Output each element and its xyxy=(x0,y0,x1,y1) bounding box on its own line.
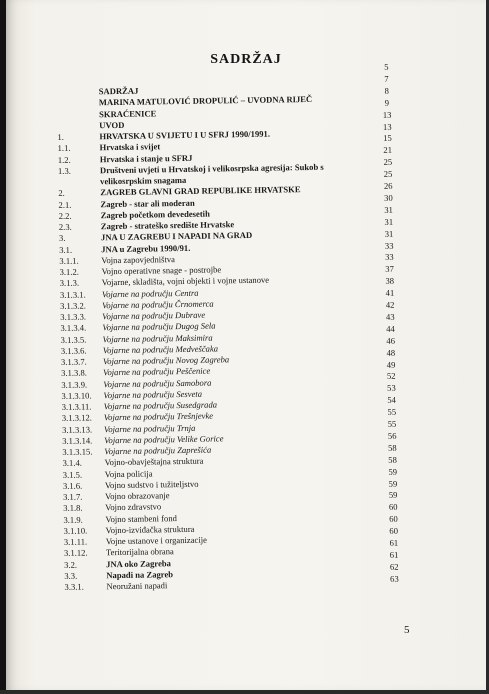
toc-entry-title: Vojno stambeni fond xyxy=(105,512,177,524)
toc-page-number: 31 xyxy=(384,204,393,215)
toc-page-number: 43 xyxy=(385,311,395,322)
toc-page-number: 44 xyxy=(386,323,395,334)
toc-page-number: 13 xyxy=(382,109,392,120)
toc-page-number: 60 xyxy=(389,525,399,536)
toc-page-number: 25 xyxy=(383,168,393,179)
toc-entry-number: 3.1.3.6. xyxy=(60,345,87,356)
toc-entry-number: 3.1.10. xyxy=(63,525,88,536)
toc-entry-number: 3.1.3.1. xyxy=(59,289,86,300)
toc-page-number: 55 xyxy=(387,418,397,429)
toc-entry-number: 3.1.3.15. xyxy=(62,446,93,457)
toc-entry-title: Vojarne, skladišta, vojni objekti i vojne ustanove xyxy=(101,274,270,288)
toc-entry-title: ZAGREB GLAVNI GRAD REPUBLIKE HRVATSKE xyxy=(100,184,301,198)
toc-entry-number: 3.1.11. xyxy=(63,536,88,547)
toc-page-number: 41 xyxy=(385,287,395,298)
toc-entry-number: 3.1.3.13. xyxy=(61,423,93,435)
toc-entry-number: 3. xyxy=(58,233,66,244)
toc-page-number: 61 xyxy=(389,549,399,560)
toc-page-number: 33 xyxy=(384,252,394,263)
toc-entry-title: Vojna zapovjedništva xyxy=(101,253,176,266)
toc-entry-number: 3.1.3.2. xyxy=(59,300,86,311)
toc-entry-number: 3.1.7. xyxy=(62,491,83,502)
toc-entry-title: SKRAĆENICE xyxy=(98,107,157,119)
toc-page-number: 58 xyxy=(387,442,397,453)
toc-entry-number: 3.1.3.10. xyxy=(61,390,92,401)
page-folio-number: 5 xyxy=(404,624,410,636)
toc-entry-title: MARINA MATULOVIĆ DROPULIĆ – UVODNA RIJEČ xyxy=(98,94,313,108)
toc-page-number: 38 xyxy=(385,275,395,286)
toc-entry-title: Vojarne na području Zaprešića xyxy=(104,444,212,457)
toc-page-number: 46 xyxy=(386,335,396,346)
toc-entry-number: 3.1.4. xyxy=(62,457,82,469)
toc-page-number: 52 xyxy=(386,371,396,382)
toc-page-number: 33 xyxy=(384,240,394,251)
toc-page-number: 53 xyxy=(387,382,396,394)
toc-page-number: 59 xyxy=(388,466,398,477)
toc-entry-title: Vojarne na području Peščenice xyxy=(103,365,211,378)
toc-entry-number: 2.1. xyxy=(58,199,72,210)
toc-entry-title: Vojarne na području Susedgrada xyxy=(103,399,218,412)
toc-entry-number: 3.1.2. xyxy=(59,266,79,277)
toc-entry-number: 3.1.12. xyxy=(63,547,88,559)
toc-entry-number: 3.1.6. xyxy=(62,480,83,491)
toc-page-number: 42 xyxy=(385,299,395,310)
toc-page-number: 49 xyxy=(386,359,396,370)
toc-entry-number: 2. xyxy=(58,188,65,199)
toc-entry-number: 3.3. xyxy=(64,570,78,581)
toc-entry-number: 3.1.3. xyxy=(59,277,80,289)
toc-entry-number: 3.1.3.8. xyxy=(61,367,87,379)
toc-entry-number: 3.1. xyxy=(59,244,73,255)
toc-entry-title: Vojarne na području Centra xyxy=(101,287,199,299)
toc-entry-number: 1.2. xyxy=(57,154,71,165)
book-page xyxy=(6,0,486,690)
toc-entry-number: 3.1.3.11. xyxy=(61,401,92,412)
toc-entry-title: Vojarne na području Sesveta xyxy=(103,388,203,400)
toc-page-number: 61 xyxy=(389,537,399,548)
toc-page-number: 5 xyxy=(384,61,389,72)
toc-entry-title: Vojarne na području Velike Gorice xyxy=(104,433,224,445)
toc-page-number: 59 xyxy=(388,478,398,489)
toc-page-number: 31 xyxy=(384,228,394,239)
toc-page-number: 8 xyxy=(384,85,389,96)
toc-page-number: 26 xyxy=(383,180,393,191)
toc-page-number: 37 xyxy=(385,263,394,275)
toc-entry-number: 2.2. xyxy=(58,210,72,221)
toc-entry-number: 3.1.3.12. xyxy=(61,412,92,424)
toc-entry-number: 3.1.3.14. xyxy=(62,435,93,446)
toc-entry-number: 3.1.3.3. xyxy=(60,311,87,322)
toc-entry-title: Vojarne na području Dubrave xyxy=(102,309,206,322)
toc-page-number: 13 xyxy=(382,121,392,132)
toc-entry-title: Vojno-obavještajna struktura xyxy=(104,455,204,468)
toc-entry-number: 3.1.9. xyxy=(63,514,83,525)
toc-page-number: 30 xyxy=(384,192,393,203)
page-number-column xyxy=(1,0,489,694)
toc-entry-number: 3.3.1. xyxy=(64,581,84,592)
toc-page-number: 9 xyxy=(384,97,390,108)
toc-entry-title: JNA u Zagrebu 1990/91. xyxy=(101,242,191,254)
toc-entry-title: Zagreb - star ali moderan xyxy=(100,197,195,209)
toc-entry-number: 2.3. xyxy=(58,221,72,232)
toc-entry-number: 3.1.8. xyxy=(63,502,83,514)
toc-page-number: 63 xyxy=(390,573,399,584)
toc-entry-title: Vojarne na području Črnomerca xyxy=(101,298,214,311)
toc-entry-number: 3.1.1. xyxy=(59,255,79,266)
page-title: SADRŽAJ xyxy=(210,52,282,67)
toc-entry-title: JNA U ZAGREBU I NAPADI NA GRAD xyxy=(100,230,253,243)
toc-page-number: 62 xyxy=(389,561,399,572)
toc-page-number: 60 xyxy=(389,513,398,524)
toc-entry-title: Vojarne na području Novog Zagreba xyxy=(102,354,230,367)
toc-entry-title: SADRŽAJ xyxy=(98,85,139,97)
toc-entry-title: Vojne ustanove i organizacije xyxy=(105,534,207,547)
toc-entry-title: Zagreb početkom devedesetih xyxy=(100,208,210,221)
toc-page-number: 7 xyxy=(384,73,389,84)
toc-entry-title: Društveni uvjeti u Hrvatskoj i velikosrpska agresija: Sukob s xyxy=(99,161,324,176)
toc-page-number: 55 xyxy=(387,406,397,417)
toc-entry-title: Vojarne na području Samobora xyxy=(103,377,212,389)
toc-entry-title: Vojno sudstvo i tužiteljstvo xyxy=(104,478,199,490)
toc-entry-number: 3.2. xyxy=(64,559,78,570)
toc-entry-title: Vojarne na području Maksimira xyxy=(102,332,213,344)
toc-page-number: 25 xyxy=(383,156,393,168)
toc-page-number: 58 xyxy=(388,454,397,465)
toc-entry-title: Hrvatska i stanje u SFRJ xyxy=(99,152,193,164)
toc-entry-title: UVOD xyxy=(99,119,125,131)
toc-entry-title: JNA oko Zagreba xyxy=(106,557,171,569)
toc-page-number: 60 xyxy=(388,501,398,513)
toc-entry-number: 3.1.3.5. xyxy=(60,334,87,345)
toc-page-number: 48 xyxy=(386,347,396,358)
toc-entry-number: 3.1.5. xyxy=(62,469,83,480)
toc-entry-title: Vojarne na području Medveščaka xyxy=(102,343,219,356)
toc-page-number: 54 xyxy=(387,394,396,405)
toc-entry-title: HRVATSKA U SVIJETU I U SFRJ 1990/1991. xyxy=(99,128,271,142)
toc-entry-title: velikosrpskim snagama xyxy=(100,174,187,187)
toc-page-number: 21 xyxy=(383,144,393,156)
toc-entry-title: Vojarne na području Trešnjevke xyxy=(103,410,214,423)
toc-entry-number: 3.1.3.9. xyxy=(61,379,88,390)
toc-entry-number: 3.1.3.4. xyxy=(60,322,87,334)
toc-entry-number: 1. xyxy=(57,131,64,142)
toc-entry-title: Vojno-izviđačka struktura xyxy=(105,523,195,535)
toc-entry-title: Vojarne na području Trnja xyxy=(103,422,196,434)
toc-entry-title: Vojna policija xyxy=(104,467,153,479)
toc-entry-title: Vojarne na području Dugog Sela xyxy=(102,320,216,333)
toc-entry-title: Napadi na Zagreb xyxy=(106,568,174,580)
toc-page-number: 15 xyxy=(383,133,392,144)
toc-entry-title: Vojno obrazovanje xyxy=(104,490,170,502)
toc-entry-title: Vojno zdravstvo xyxy=(105,501,162,513)
toc-page-number: 59 xyxy=(388,490,398,501)
toc-entry-number: 3.1.3.7. xyxy=(60,356,87,367)
toc-entry-title: Zagreb - strateško središte Hrvatske xyxy=(100,219,235,232)
toc-entry-title: Hrvatska i svijet xyxy=(99,141,161,153)
toc-entry-title: Teritorijalna obrana xyxy=(105,546,174,558)
toc-entry-number: 1.3. xyxy=(57,165,71,176)
toc-page-number: 31 xyxy=(384,216,394,227)
toc-entry-number: 1.1. xyxy=(57,142,71,154)
toc-entry-title: Neoružani napadi xyxy=(106,580,168,592)
toc-entry-title: Vojno operativne snage - postrojbe xyxy=(101,264,222,277)
toc-page-number: 56 xyxy=(387,430,397,441)
